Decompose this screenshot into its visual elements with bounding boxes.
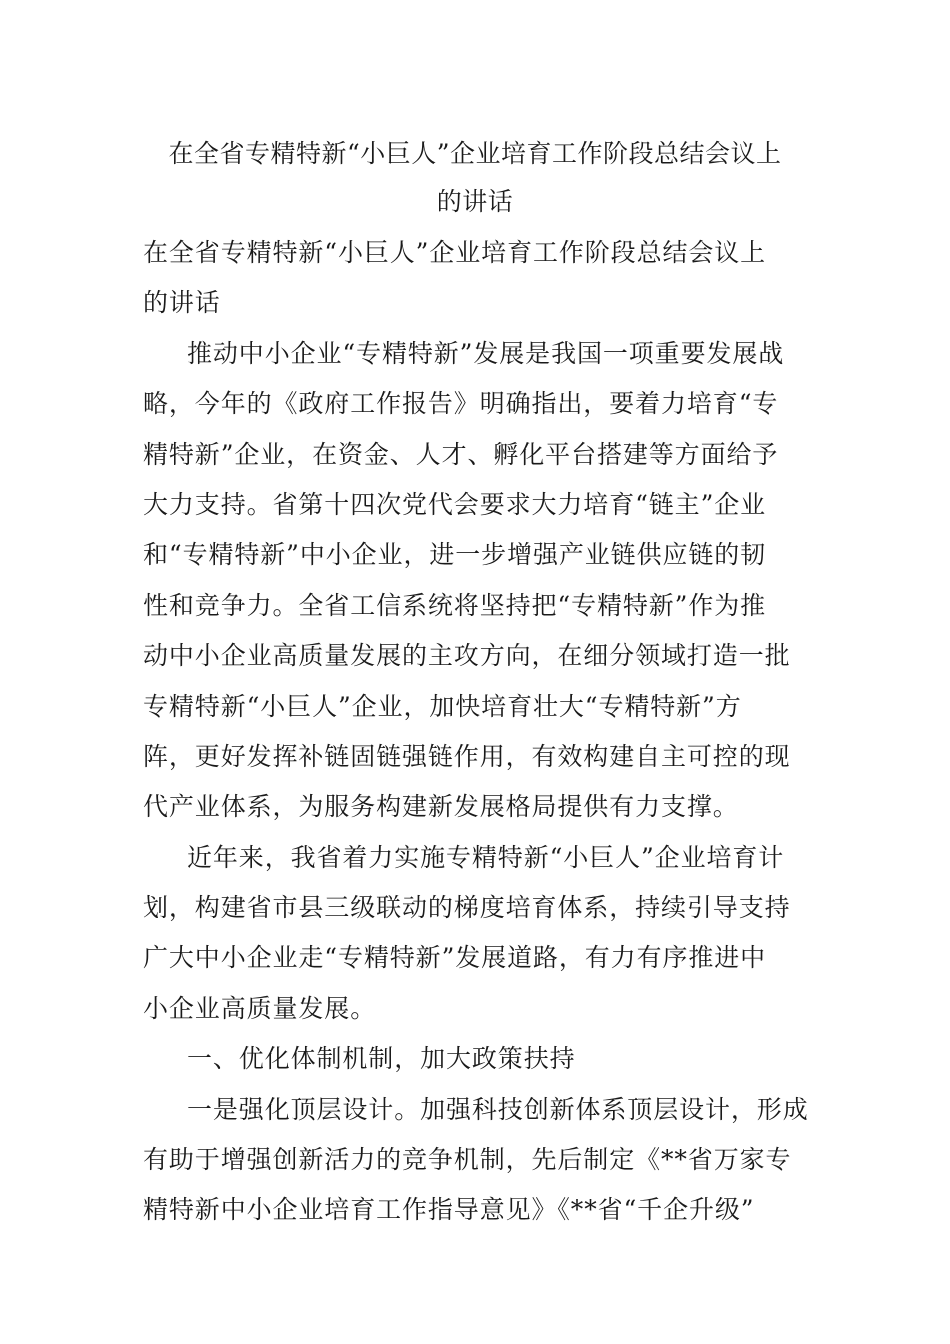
document-body	[143, 228, 815, 1236]
paragraph-1-line-7: 动中小企业高质量发展的主攻方向，在细分领域打造一批	[143, 641, 791, 671]
paragraph-2-line-3: 广大中小企业走“专精特新”发展道路，有力有序推进中	[143, 943, 767, 973]
subtitle-line-1: 在全省专精特新“小巨人”企业培育工作阶段总结会议上	[143, 238, 767, 267]
paragraph-1-line-3: 精特新”企业，在资金、人才、孵化平台搭建等方面给予	[143, 439, 779, 469]
section-heading-1: 一、优化体制机制，加大政策扶持	[187, 1044, 576, 1074]
paragraph-2-line-2: 划，构建省市县三级联动的梯度培育体系，持续引导支持	[143, 893, 791, 923]
paragraph-3-line-2: 有助于增强创新活力的竞争机制，先后制定《**省万家专	[143, 1145, 792, 1175]
subtitle-line-2: 的讲话	[143, 288, 221, 318]
document-title	[140, 130, 810, 226]
paragraph-1-line-9: 阵，更好发挥补链固链强链作用，有效构建自主可控的现	[143, 741, 791, 771]
paragraph-3-line-1: 一是强化顶层设计。加强科技创新体系顶层设计，形成	[187, 1094, 809, 1124]
paragraph-2-line-4: 小企业高质量发展。	[143, 993, 377, 1023]
paragraph-1-line-10: 代产业体系，为服务构建新发展格局提供有力支撑。	[143, 792, 739, 822]
paragraph-1-line-6: 性和竞争力。全省工信系统将坚持把“专精特新”作为推	[143, 590, 767, 620]
paragraph-1-line-4: 大力支持。省第十四次党代会要求大力培育“链主”企业	[143, 489, 767, 519]
paragraph-3-line-3: 精特新中小企业培育工作指导意见》《**省“千企升级”	[143, 1195, 755, 1225]
paragraph-1-line-1: 推动中小企业“专精特新”发展是我国一项重要发展战	[187, 338, 785, 368]
title-line-2: 的讲话	[436, 187, 514, 216]
paragraph-1-line-2: 略，今年的《政府工作报告》明确指出，要着力培育“专	[143, 389, 779, 419]
paragraph-1-line-5: 和“专精特新”中小企业，进一步增强产业链供应链的韧	[143, 540, 767, 570]
paragraph-1-line-8: 专精特新“小巨人”企业，加快培育壮大“专精特新”方	[143, 691, 742, 721]
paragraph-2-line-1: 近年来，我省着力实施专精特新“小巨人”企业培育计	[187, 842, 785, 872]
title-line-1: 在全省专精特新“小巨人”企业培育工作阶段总结会议上	[168, 139, 782, 168]
